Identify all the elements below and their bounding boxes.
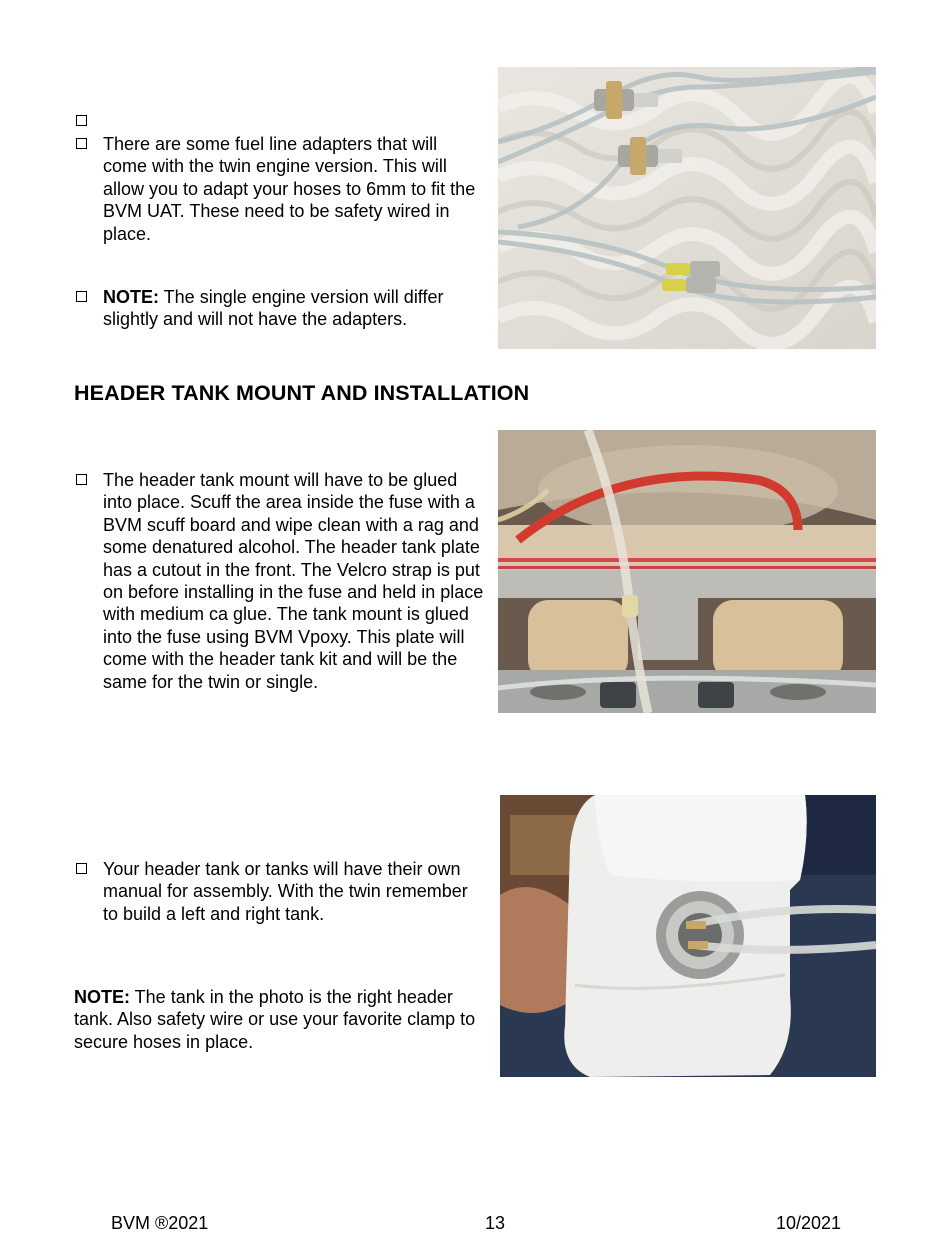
note-text: The tank in the photo is the right header tank. Also safety wire or use your favorite clamp to secure hoses in place. [74, 987, 476, 1052]
note-text: The single engine version will differ slightly and will not have the adapters. [103, 287, 444, 330]
checklist-text: Your header tank or tanks will have their own manual for assembly. With the twin remember to build a left and right tank. [103, 859, 468, 924]
photo-fuel-line-adapters [498, 67, 876, 349]
section-heading: HEADER TANK MOUNT AND INSTALLATION [74, 381, 530, 405]
note-label: NOTE: [103, 287, 159, 307]
checklist-text: The header tank mount will have to be glued into place. Scuff the area inside the fuse with a BVM scuff board and wipe clean with a rag and some denatured alcohol. The header tank plate has a cutout in the front. The Velcro strap is put on before installing in the fuse and held in place with medium ca glue. The tank mount is glued into the fuse using BVM Vpoxy. This plate will come with the header tank kit and will be the same for the twin or single. [103, 470, 484, 692]
checkbox[interactable] [76, 138, 87, 149]
photo-header-tank [500, 795, 876, 1077]
note-right-tank [74, 986, 494, 1053]
note-label: NOTE: [74, 987, 130, 1007]
checklist-text: There are some fuel line adapters that will come with the twin engine version. This will allow you to adapt your hoses to 6mm to fit the BVM UAT. These need to be safety wired in place. [103, 134, 476, 244]
checkbox[interactable] [76, 291, 87, 302]
checkbox[interactable] [76, 474, 87, 485]
checkbox[interactable] [76, 115, 87, 126]
photo-header-tank-mount [498, 430, 876, 713]
checkbox[interactable] [76, 863, 87, 874]
footer-left: BVM ®2021 [111, 1213, 209, 1233]
footer-page-number: 13 [485, 1213, 506, 1233]
footer-date: 10/2021 [776, 1213, 842, 1233]
